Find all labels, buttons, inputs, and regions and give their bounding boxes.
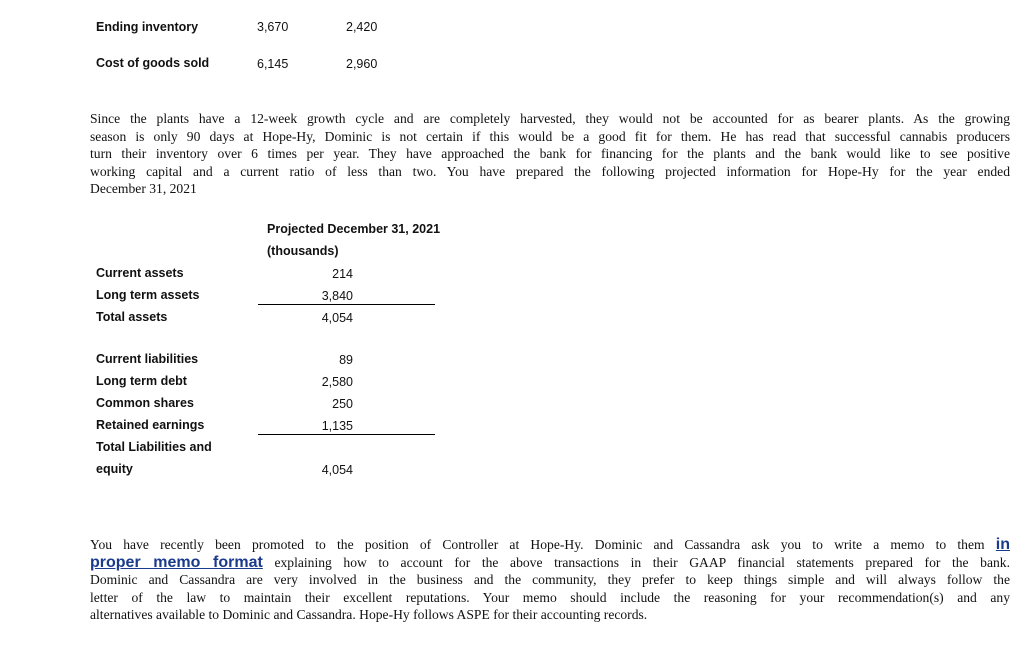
ending-inventory-col2: 2,420: [346, 20, 378, 34]
memo-format-link-part2[interactable]: proper memo format: [90, 553, 263, 571]
label-total-liabilities-equity-line1: Total Liabilities and: [96, 440, 212, 454]
subtotal-rule-assets: [258, 304, 435, 305]
label-long-term-debt: Long term debt: [96, 374, 187, 388]
paragraph-intro-line: turn their inventory over 6 times per year. They have approached the bank for financing for the plants and the bank would like to see positive: [90, 146, 1010, 161]
memo-line: alternatives available to Dominic and Cassandra. Hope-Hy follows ASPE for their accounting records.: [90, 607, 648, 622]
value-current-liabilities: 89: [339, 353, 353, 367]
label-common-shares: Common shares: [96, 396, 194, 410]
cogs-col2: 2,960: [346, 57, 378, 71]
memo-line-2-text: explaining how to account for the above transactions in their GAAP financial statements prepared for the bank.: [274, 554, 1011, 570]
label-total-assets: Total assets: [96, 310, 168, 324]
row-label-cost-of-goods-sold: Cost of goods sold: [96, 56, 210, 70]
label-total-liabilities-equity-line2: equity: [96, 462, 133, 476]
label-current-assets: Current assets: [96, 266, 184, 280]
memo-line: Dominic and Cassandra are very involved in the business and the community, they prefer to keep things simple and will always follow the: [90, 572, 1010, 587]
memo-format-link-part1[interactable]: in: [995, 536, 1010, 553]
projected-units: (thousands): [267, 244, 339, 258]
value-total-assets: 4,054: [321, 311, 353, 325]
paragraph-intro-line: season is only 90 days at Hope-Hy, Dominic is not certain if this would be a good fit for them. He has read that successful cannabis producers: [90, 128, 1010, 144]
paragraph-intro: [90, 110, 1010, 198]
value-total-liabilities-equity: 4,054: [321, 463, 353, 477]
projected-header: Projected December 31, 2021: [267, 222, 441, 236]
value-common-shares: 250: [332, 397, 353, 411]
paragraph-intro-line: Since the plants have a 12-week growth cycle and are completely harvested, they would not be accounted for as bearer plants. As the growing: [90, 111, 1010, 126]
cogs-col1: 6,145: [257, 57, 289, 71]
value-long-term-debt: 2,580: [321, 375, 353, 389]
memo-line: letter of the law to maintain their excellent reputations. Your memo should include the reasoning for your recommendation(s) and any: [90, 589, 1010, 605]
paragraph-intro-line: working capital and a current ratio of less than two. You have prepared the following projected information for Hope-Hy for the year ended: [90, 163, 1010, 179]
memo-line-1-text: You have recently been promoted to the position of Controller at Hope-Hy. Dominic and Cassandra ask you to write a memo to them: [90, 537, 985, 552]
row-label-ending-inventory: Ending inventory: [96, 20, 199, 34]
label-retained-earnings: Retained earnings: [96, 418, 205, 432]
ending-inventory-col1: 3,670: [257, 20, 289, 34]
value-long-term-assets: 3,840: [321, 289, 353, 303]
subtotal-rule-liabilities: [258, 434, 435, 435]
memo-line-2: [90, 554, 1010, 572]
value-current-assets: 214: [332, 267, 353, 281]
memo-line-1: [90, 536, 1010, 554]
paragraph-memo-instructions: [90, 536, 1010, 624]
paragraph-intro-line: December 31, 2021: [90, 181, 197, 196]
label-long-term-assets: Long term assets: [96, 288, 200, 302]
label-current-liabilities: Current liabilities: [96, 352, 199, 366]
value-retained-earnings: 1,135: [321, 419, 353, 433]
